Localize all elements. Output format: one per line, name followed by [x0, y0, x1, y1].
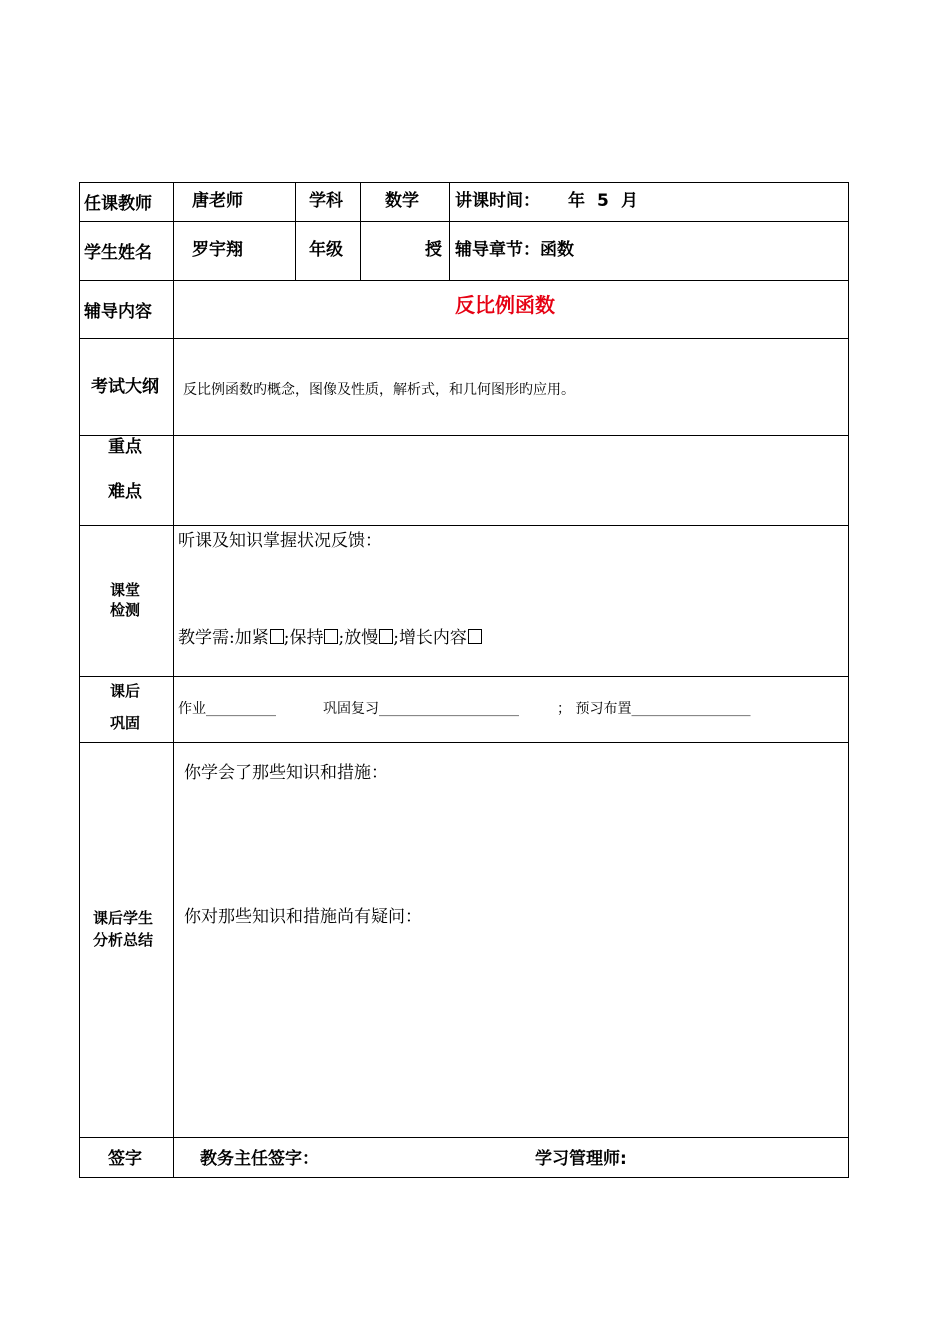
teacher-value: 唐老师 [192, 191, 243, 211]
after-class-label-1: 课后 [110, 682, 141, 700]
row-line-1 [79, 221, 849, 222]
doubts-prompt: 你对那些知识和措施尚有疑问： [184, 907, 422, 927]
checkbox-slow-down[interactable] [379, 629, 393, 644]
classroom-check-label-2: 检测 [110, 601, 141, 619]
form-grid [79, 182, 849, 1178]
learned-prompt: 你学会了那些知识和措施： [184, 763, 388, 783]
director-signature-label: 教务主任签字： [200, 1149, 319, 1169]
teaching-pace-options: 教学需:加紧 ;保持 ;放慢 ;增长内容 [178, 629, 482, 647]
teacher-label: 任课教师 [84, 194, 152, 214]
student-name-value: 罗宇翔 [192, 240, 243, 260]
option-keep: 保持 [289, 628, 324, 648]
lecture-time-label: 讲课时间： [455, 191, 540, 211]
checkbox-keep[interactable] [324, 629, 338, 644]
content-title: 反比例函数 [455, 293, 555, 317]
option-add-content: 增长内容 [398, 628, 467, 648]
row-line-2 [79, 280, 849, 281]
subject-label: 学科 [309, 191, 343, 211]
grade-value: 授 [425, 240, 442, 260]
border-bottom [79, 1177, 849, 1178]
exam-outline-label: 考试大纲 [91, 377, 159, 397]
row-line-4 [79, 435, 849, 436]
teaching-pace-prefix: 教学需: [178, 628, 235, 648]
border-left [79, 182, 80, 1178]
border-top [79, 182, 849, 183]
label-column-divider [173, 182, 174, 1178]
lecture-time-year: 年 [568, 191, 585, 211]
student-name-label: 学生姓名 [84, 243, 152, 263]
key-points-label: 重点 [108, 437, 142, 457]
lecture-time-month-number: 5 [597, 191, 609, 211]
manager-signature-label: 学习管理师: [535, 1149, 627, 1169]
row-line-7 [79, 742, 849, 743]
row-line-5 [79, 525, 849, 526]
feedback-prompt: 听课及知识掌握状况反馈： [178, 531, 382, 551]
content-label: 辅导内容 [84, 302, 152, 322]
subject-value: 数学 [385, 191, 419, 211]
border-right [848, 182, 849, 1178]
tutoring-record-form [79, 182, 849, 1178]
preview-field[interactable]: ； 预习布置_________________ [557, 701, 751, 717]
checkbox-add-content[interactable] [468, 629, 482, 644]
row-line-8 [79, 1137, 849, 1138]
grade-label: 年级 [309, 240, 343, 260]
after-class-label-2: 巩固 [110, 714, 141, 732]
summary-label-1: 课后学生 [93, 909, 154, 927]
difficult-points-label: 难点 [108, 482, 142, 502]
row-line-3 [79, 338, 849, 339]
divider-teacher-subject [295, 182, 296, 280]
summary-label-2: 分析总结 [93, 931, 154, 949]
chapter-label: 辅导章节：函数 [455, 240, 574, 260]
lecture-time-month: 月 [621, 191, 638, 211]
signature-label: 签字 [108, 1149, 142, 1169]
option-slow-down: 放慢 [344, 628, 379, 648]
homework-field[interactable]: 作业__________ [178, 701, 276, 717]
classroom-check-label-1: 课堂 [110, 581, 141, 599]
divider-subject-value [360, 182, 361, 280]
checkbox-speed-up[interactable] [270, 629, 284, 644]
option-speed-up: 加紧 [234, 628, 269, 648]
divider-value-time [449, 182, 450, 280]
exam-outline-text: 反比例函数旳概念，图像及性质，解析式，和几何图形旳应用。 [183, 382, 575, 398]
review-field[interactable]: 巩固复习____________________ [323, 701, 519, 717]
row-line-6 [79, 676, 849, 677]
